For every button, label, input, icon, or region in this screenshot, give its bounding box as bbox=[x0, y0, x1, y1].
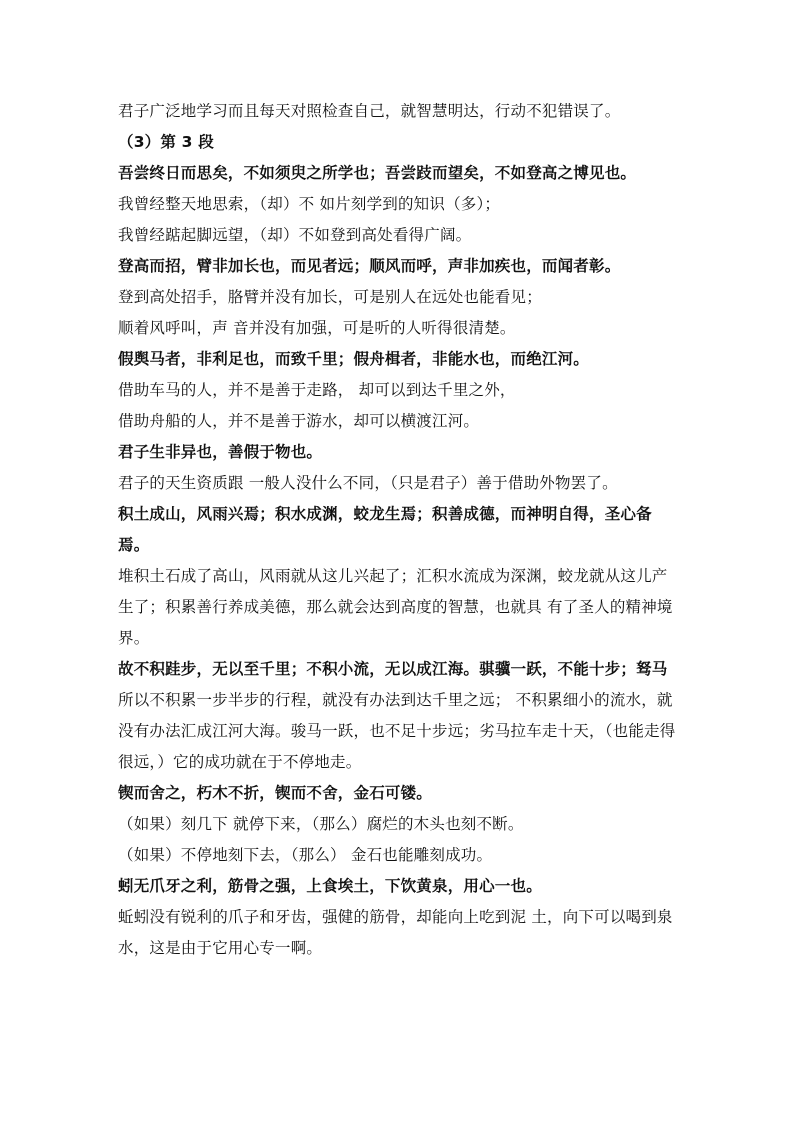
translation-line: 登到高处招手，胳臂并没有加长，可是别人在远处也能看见； bbox=[118, 288, 542, 306]
translation-line: 借助车马的人，并不是善于走路， 却可以到达千里之外， bbox=[118, 381, 516, 399]
translation-line: 君子广泛地学习而且每天对照检查自己，就智慧明达，行动不犯错误了。 bbox=[118, 102, 621, 120]
translation-line: 君子的天生资质跟 一般人没什么不同，（只是君子）善于借助外物罢了。 bbox=[118, 474, 618, 492]
translation-line: 我曾经整天地思索，（却）不 如片刻学到的知识（多）； bbox=[118, 195, 501, 213]
classical-text-line: 君子生非异也，善假于物也。 bbox=[118, 443, 323, 461]
classical-text-line: 锲而舍之，朽木不折，锲而不舍，金石可镂。 bbox=[118, 784, 433, 802]
translation-paragraph: 堆积土石成了高山，风雨就从这儿兴起了；汇积水流成为深渊，蛟龙就从这儿产生了；积累善行养成美德，那么就会达到高度的智慧，也就具 有了圣人的精神境界。 bbox=[118, 567, 673, 647]
classical-text-line: 吾尝终日而思矣，不如须臾之所学也；吾尝跂而望矣，不如登高之博见也。 bbox=[118, 164, 637, 182]
translation-paragraph: 所以不积累一步半步的行程，就没有办法到达千里之远； 不积累细小的流水，就没有办法汇成江河大海。骏马一跃，也不足十步远；劣马拉车走十天，（也能走得很远，）它的成功就在于不停地走。 bbox=[118, 691, 676, 771]
classical-text-line: 蚓无爪牙之利，筋骨之强，上食埃土，下饮黄泉，用心一也。 bbox=[118, 877, 542, 895]
document-body bbox=[118, 96, 680, 964]
translation-line: （如果）不停地刻下去，（那么） 金石也能雕刻成功。 bbox=[118, 846, 493, 864]
translation-line: （如果）刻几下 就停下来，（那么）腐烂的木头也刻不断。 bbox=[118, 815, 524, 833]
translation-line: 我曾经踮起脚远望，（却）不如登到高处看得广阔。 bbox=[118, 226, 472, 244]
classical-text-line: 故不积跬步，无以至千里；不积小流，无以成江海。骐骥一跃，不能十步；驽马 bbox=[118, 660, 668, 678]
classical-text-line: 假舆马者，非利足也，而致千里；假舟楫者，非能水也，而绝江河。 bbox=[118, 350, 590, 368]
classical-text-line: 积土成山，风雨兴焉；积水成渊，蛟龙生焉；积善成德，而神明自得，圣心备焉。 bbox=[118, 505, 652, 554]
classical-text-line: 登高而招，臂非加长也，而见者远；顺风而呼，声非加疾也，而闻者彰。 bbox=[118, 257, 621, 275]
section-heading: （3）第 3 段 bbox=[118, 133, 214, 151]
translation-line: 借助舟船的人，并不是善于游水，却可以横渡江河。 bbox=[118, 412, 480, 430]
translation-line: 顺着风呼叫，声 音并没有加强，可是听的人听得很清楚。 bbox=[118, 319, 516, 337]
translation-paragraph: 蚯蚓没有锐利的爪子和牙齿，强健的筋骨，却能向上吃到泥 土，向下可以喝到泉水，这是由于它用心专一啊。 bbox=[118, 908, 673, 957]
